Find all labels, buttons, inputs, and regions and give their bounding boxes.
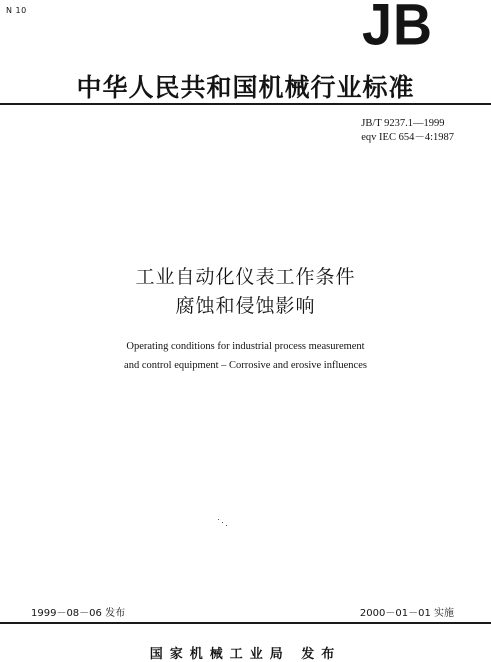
title-en-line1: Operating conditions for industrial process measurement (126, 341, 365, 352)
footer-divider (0, 622, 491, 624)
effective-date: 2000－01－01 实施 (359, 608, 454, 619)
standard-number-block (361, 117, 454, 145)
title-cn-line2: 腐蚀和侵蚀影响 (175, 295, 316, 317)
scan-speck (226, 525, 227, 526)
standard-equivalence: eqv IEC 654－4:1987 (361, 132, 454, 143)
scan-speck (218, 519, 219, 520)
jb-logo: JB (361, 0, 433, 58)
publisher: 国家机械工业局 发布 (149, 647, 342, 662)
classification-code: N 10 (6, 6, 27, 15)
issuing-authority: 中华人民共和国机械行业标准 (76, 73, 415, 102)
title-cn-line1: 工业自动化仪表工作条件 (135, 266, 356, 288)
scan-speck (222, 522, 223, 523)
standard-number: JB/T 9237.1—1999 (361, 118, 445, 129)
header-divider (0, 103, 491, 105)
title-en-line2: and control equipment – Corrosive and erosive influences (124, 360, 367, 371)
issue-date: 1999－08－06 发布 (31, 608, 126, 619)
